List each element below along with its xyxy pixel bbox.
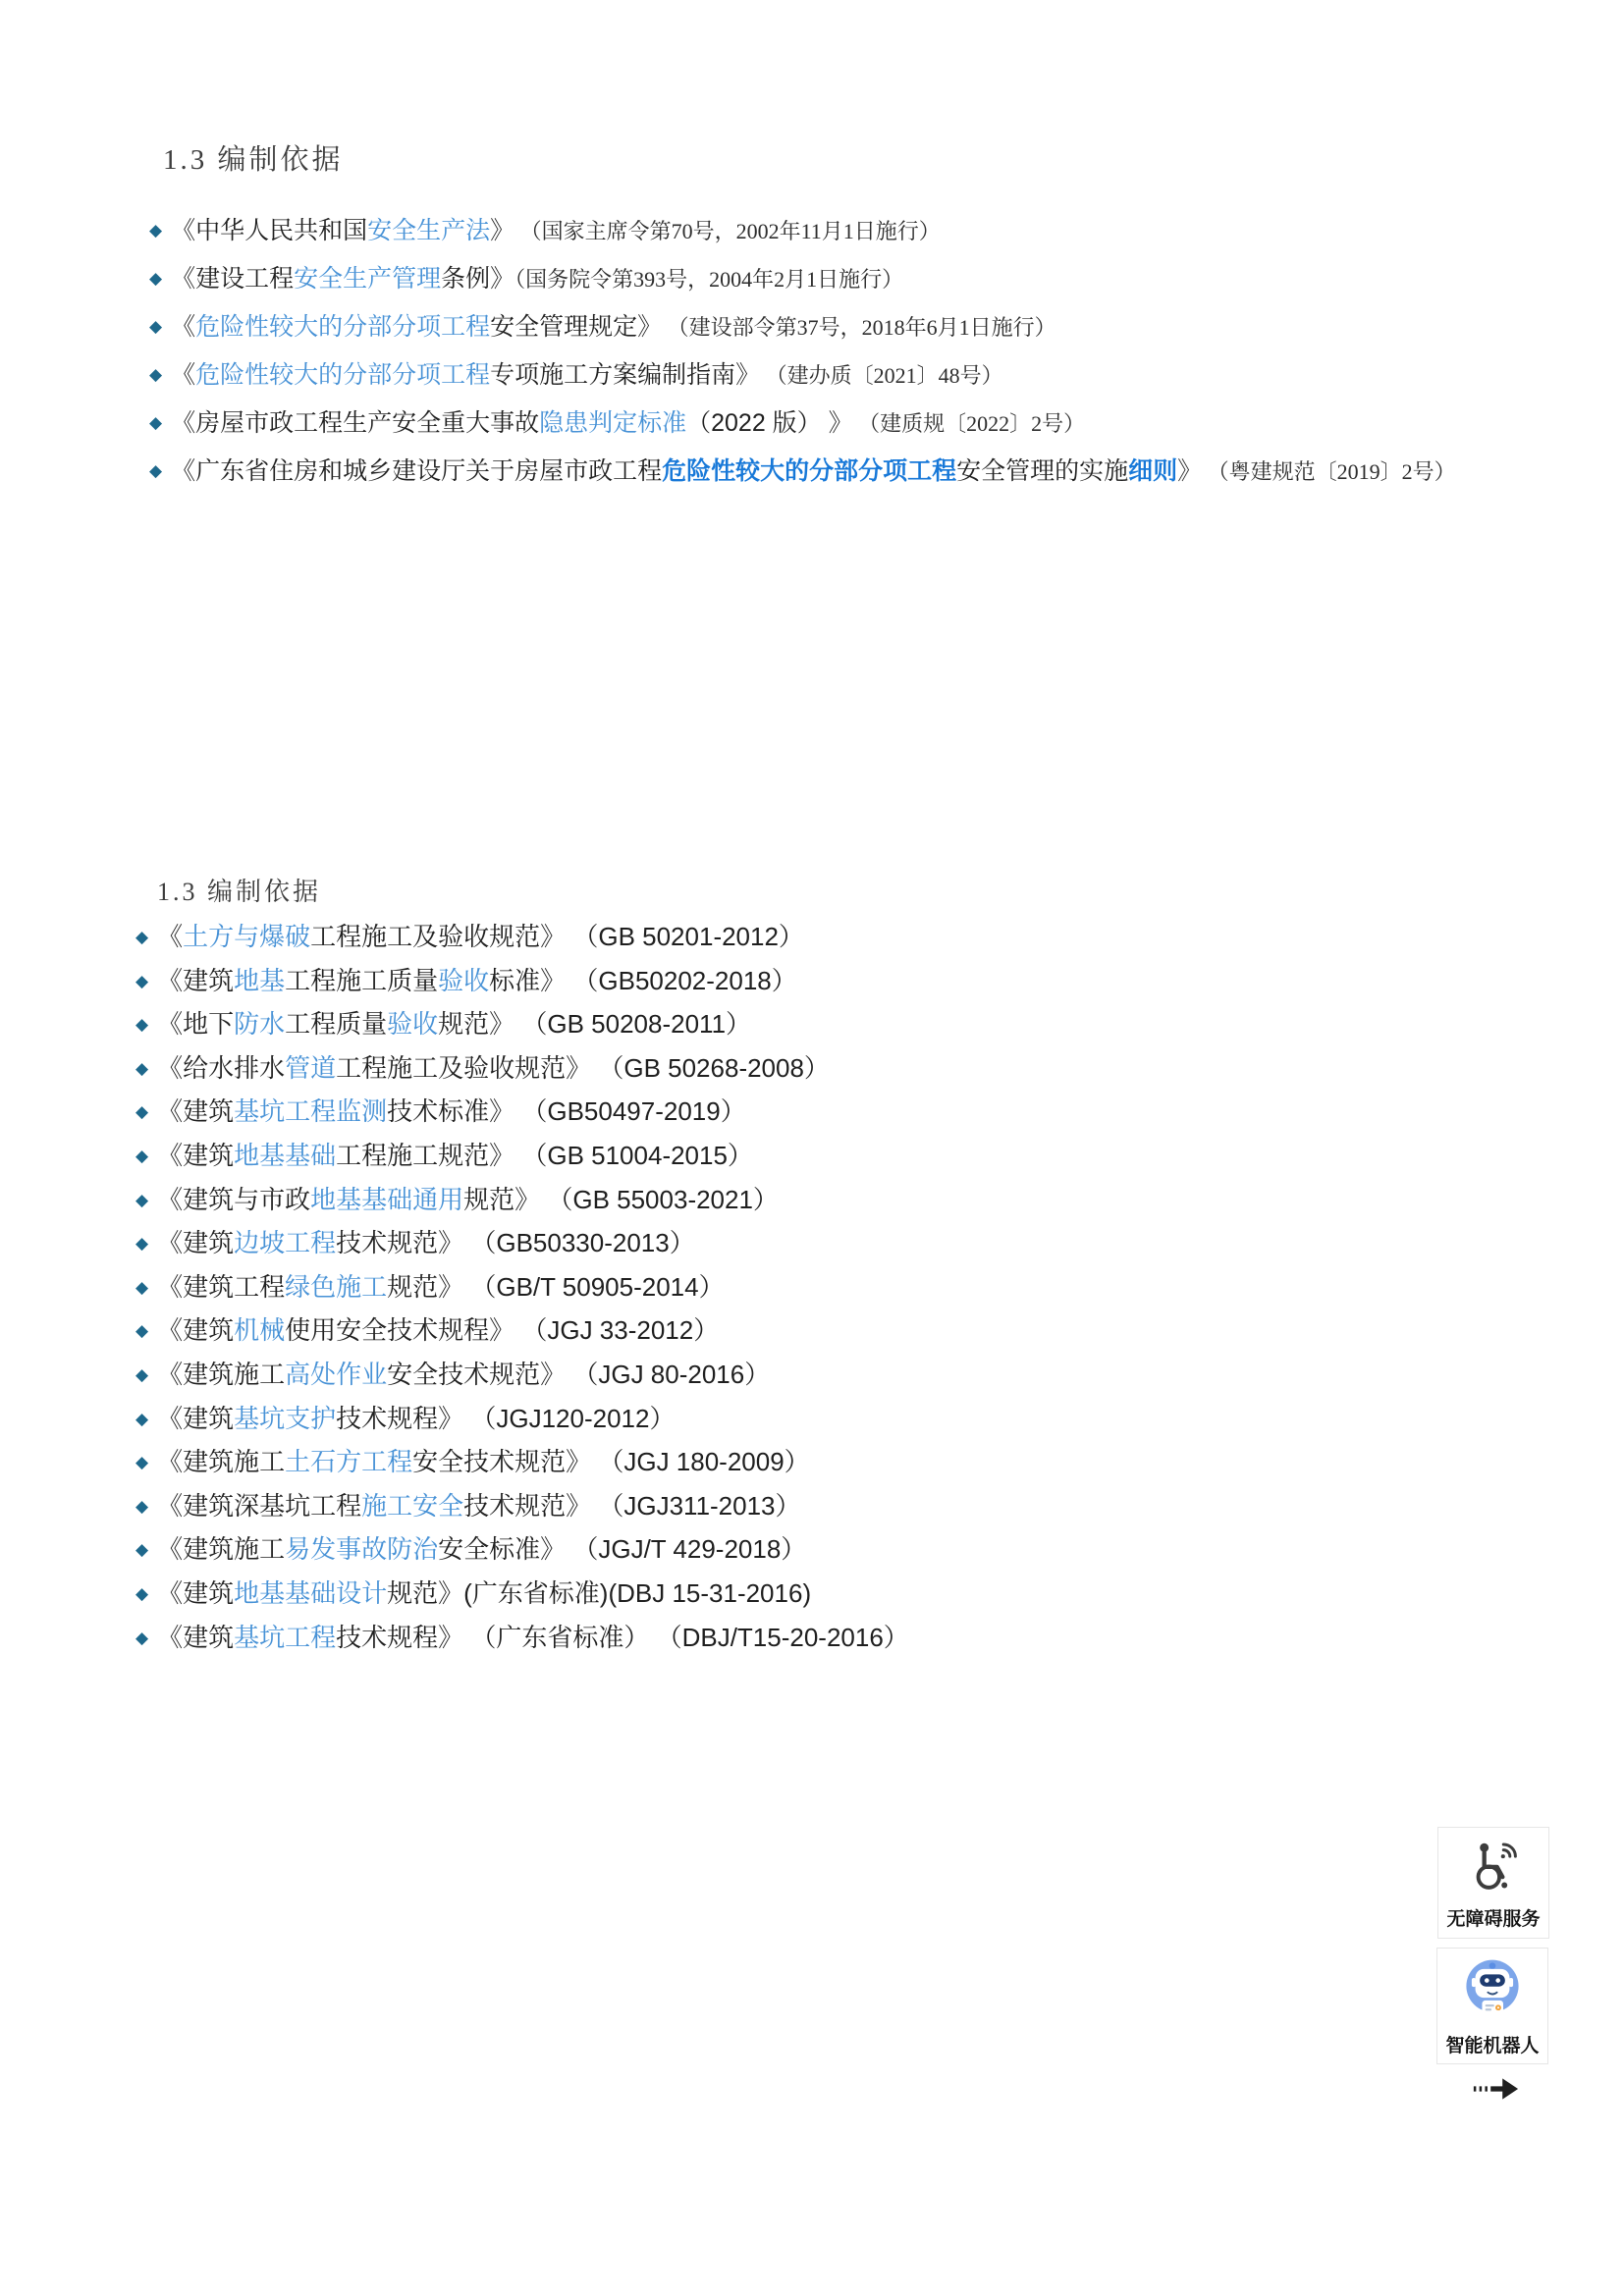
diamond-bullet-icon: ◆ xyxy=(149,269,163,289)
diamond-bullet-icon: ◆ xyxy=(135,1453,149,1473)
keyword-link[interactable]: 验收 xyxy=(387,1009,439,1040)
accessibility-service-label: 无障碍服务 xyxy=(1446,1909,1541,1930)
item-text: 安全管理规定》 xyxy=(490,313,663,341)
item-text: 《建筑施工 xyxy=(157,1359,286,1389)
item-text: 工程施工及验收规范》 xyxy=(336,1052,592,1083)
item-text: 《建筑 xyxy=(157,1622,235,1652)
item-reference: （JGJ 33-2012） xyxy=(514,1315,720,1346)
wheelchair-wifi-icon xyxy=(1465,1828,1522,1902)
item-text: 《给水排水 xyxy=(157,1052,286,1083)
item-text: （2022 版） 》 xyxy=(686,409,853,437)
item-text: 技术规程》 xyxy=(336,1622,464,1652)
item-reference: （GB50330-2013） xyxy=(463,1228,695,1258)
item-reference: （国家主席令第70号，2002年11月1日施行） xyxy=(514,219,941,243)
item-text: 《房屋市政工程生产安全重大事故 xyxy=(171,409,540,437)
item-text: 《建筑与市政 xyxy=(157,1184,311,1214)
diamond-bullet-icon: ◆ xyxy=(135,1234,149,1255)
item-reference: （JGJ 180-2009） xyxy=(591,1447,810,1477)
item-reference: （JGJ120-2012） xyxy=(463,1403,676,1433)
diamond-bullet-icon: ◆ xyxy=(135,1190,149,1210)
list-item xyxy=(135,1573,1569,1617)
list-item xyxy=(149,351,1492,400)
item-reference: （GB 51004-2015） xyxy=(514,1140,753,1170)
list-item xyxy=(135,1222,1569,1266)
keyword-link[interactable]: 安全生产法 xyxy=(367,217,491,244)
diamond-bullet-icon: ◆ xyxy=(135,1146,149,1166)
diamond-bullet-icon: ◆ xyxy=(135,1058,149,1079)
list-item xyxy=(135,960,1569,1004)
list-item xyxy=(135,1617,1569,1661)
list-item xyxy=(135,1003,1569,1047)
diamond-bullet-icon: ◆ xyxy=(135,928,149,947)
item-text: 《建筑 xyxy=(157,1403,235,1433)
item-text: 工程质量 xyxy=(285,1009,388,1040)
diamond-bullet-icon: ◆ xyxy=(149,317,163,337)
item-text: 规范》 xyxy=(387,1271,464,1302)
diamond-bullet-icon: ◆ xyxy=(135,1277,149,1298)
item-text: 《建筑工程 xyxy=(157,1271,286,1302)
item-text: 《建筑施工 xyxy=(157,1447,286,1477)
item-text: 《建筑 xyxy=(157,965,235,995)
section-title: 1.3 编制依据 xyxy=(163,144,344,176)
keyword-link[interactable]: 基坑工程 xyxy=(234,1622,337,1652)
item-text: 安全技术规范》 xyxy=(387,1359,567,1389)
item-text: 工程施工质量 xyxy=(285,965,439,995)
section-title: 1.3 编制依据 xyxy=(157,878,322,906)
item-text: 安全标准》 xyxy=(438,1534,567,1565)
smart-robot-label: 智能机器人 xyxy=(1445,2036,1540,2056)
keyword-link[interactable]: 防水 xyxy=(234,1009,286,1040)
diamond-bullet-icon: ◆ xyxy=(135,1409,149,1429)
item-reference: （GB50497-2019） xyxy=(514,1096,746,1127)
item-text: 规范》 xyxy=(387,1577,464,1608)
list-item xyxy=(135,1354,1569,1398)
robot-icon xyxy=(1460,1949,1525,2029)
keyword-link[interactable]: 地基基础设计 xyxy=(234,1577,388,1608)
item-text: 标准》 xyxy=(489,965,567,995)
list-item xyxy=(149,303,1492,351)
keyword-link[interactable]: 绿色施工 xyxy=(285,1271,388,1302)
item-text: 条例》 xyxy=(441,265,515,293)
diamond-bullet-icon: ◆ xyxy=(135,971,149,991)
keyword-link[interactable]: 危险性较大的分部分项工程 xyxy=(195,313,491,341)
item-text: 安全管理的实施 xyxy=(956,457,1129,485)
keyword-link[interactable]: 土方与爆破 xyxy=(183,922,311,951)
basis-section-2 xyxy=(135,872,1569,1660)
list-item xyxy=(149,448,1492,496)
item-text: 专项施工方案编制指南》 xyxy=(490,361,761,389)
dashed-right-arrow-icon xyxy=(1471,2076,1520,2105)
list-item xyxy=(135,916,1569,960)
item-text: 《 xyxy=(157,922,184,951)
item-reference: （广东省标准） （DBJ/T15-20-2016） xyxy=(463,1622,909,1652)
list-item xyxy=(135,1441,1569,1485)
item-text: 《建筑 xyxy=(157,1140,235,1170)
item-text: 《建筑 xyxy=(157,1228,235,1258)
item-text: 工程施工及验收规范》 xyxy=(310,922,567,951)
item-reference: （JGJ311-2013） xyxy=(591,1490,801,1521)
item-text: 技术规程》 xyxy=(336,1403,464,1433)
item-text: 规范》 xyxy=(463,1184,541,1214)
diamond-bullet-icon: ◆ xyxy=(149,461,163,481)
item-text: 《广东省住房和城乡建设厅关于房屋市政工程 xyxy=(171,457,663,485)
item-text: 《建筑 xyxy=(157,1096,235,1127)
diamond-bullet-icon: ◆ xyxy=(149,221,163,240)
item-text: 规范》 xyxy=(438,1009,515,1040)
list-item xyxy=(149,400,1492,448)
regulation-list xyxy=(149,207,1492,496)
list-item xyxy=(135,1398,1569,1442)
diamond-bullet-icon: ◆ xyxy=(135,1364,149,1385)
item-reference: （GB 50208-2011） xyxy=(514,1009,752,1040)
list-item xyxy=(135,1528,1569,1573)
diamond-bullet-icon: ◆ xyxy=(149,365,163,385)
keyword-link[interactable]: 危险性较大的分部分项工程 xyxy=(662,457,957,485)
list-item xyxy=(149,255,1492,303)
diamond-bullet-icon: ◆ xyxy=(149,413,163,433)
item-text: 技术规范》 xyxy=(463,1490,592,1521)
basis-section-1 xyxy=(149,137,1492,496)
diamond-bullet-icon: ◆ xyxy=(135,1321,149,1342)
item-reference: （建质规〔2022〕2号） xyxy=(852,411,1086,436)
item-text: 技术标准》 xyxy=(387,1096,515,1127)
diamond-bullet-icon: ◆ xyxy=(135,1540,149,1561)
standard-list xyxy=(135,916,1569,1660)
item-text: 《建筑 xyxy=(157,1577,235,1608)
keyword-link[interactable]: 高处作业 xyxy=(285,1359,388,1389)
item-text: 《中华人民共和国 xyxy=(171,217,368,244)
keyword-link[interactable]: 管道 xyxy=(285,1052,337,1083)
list-item xyxy=(135,1179,1569,1223)
keyword-link[interactable]: 易发事故防治 xyxy=(285,1534,439,1565)
keyword-link[interactable]: 验收 xyxy=(438,965,490,995)
item-text: 技术规范》 xyxy=(336,1228,464,1258)
diamond-bullet-icon: ◆ xyxy=(135,1496,149,1517)
item-text: 安全技术规范》 xyxy=(412,1447,592,1477)
item-text: 《建筑施工 xyxy=(157,1534,286,1565)
keyword-link[interactable]: 地基 xyxy=(234,965,286,995)
item-reference: （GB/T 50905-2014） xyxy=(463,1271,725,1302)
expand-widgets-arrow-button[interactable] xyxy=(1467,2071,1524,2109)
list-item xyxy=(135,1091,1569,1135)
item-text: 《建筑深基坑工程 xyxy=(157,1490,362,1521)
diamond-bullet-icon: ◆ xyxy=(135,1102,149,1123)
accessibility-service-button[interactable] xyxy=(1437,1827,1549,1939)
keyword-link[interactable]: 基坑支护 xyxy=(234,1403,337,1433)
item-reference: （国务院令第393号，2004年2月1日施行） xyxy=(514,267,904,292)
item-text: 《建设工程 xyxy=(171,265,295,293)
keyword-link[interactable]: 施工安全 xyxy=(361,1490,464,1521)
item-text: 工程施工规范》 xyxy=(336,1140,515,1170)
item-reference: （GB 50201-2012） xyxy=(566,922,804,951)
keyword-link[interactable]: 细则 xyxy=(1128,457,1178,485)
item-text: 》 xyxy=(490,217,515,244)
keyword-link[interactable]: 边坡工程 xyxy=(234,1228,337,1258)
list-item xyxy=(149,207,1492,255)
smart-robot-button[interactable] xyxy=(1436,1948,1548,2064)
item-reference: （建办质〔2021〕48号） xyxy=(760,363,1003,388)
keyword-link[interactable]: 隐患判定标准 xyxy=(539,409,687,437)
item-text: 》 xyxy=(1177,457,1203,485)
item-reference: （GB 50268-2008） xyxy=(591,1052,830,1083)
item-text: 《地下 xyxy=(157,1009,235,1040)
item-text: 《 xyxy=(171,361,196,389)
keyword-link[interactable]: 机械 xyxy=(234,1315,286,1346)
item-reference: （JGJ 80-2016） xyxy=(566,1359,771,1389)
diamond-bullet-icon: ◆ xyxy=(135,1015,149,1036)
keyword-link[interactable]: 地基基础 xyxy=(234,1140,337,1170)
list-item xyxy=(135,1485,1569,1529)
diamond-bullet-icon: ◆ xyxy=(135,1583,149,1604)
item-text: 《建筑 xyxy=(157,1315,235,1346)
item-reference: （GB 55003-2021） xyxy=(540,1184,779,1214)
item-text: 使用安全技术规程》 xyxy=(285,1315,515,1346)
list-item xyxy=(135,1135,1569,1179)
item-reference: （建设部令第37号，2018年6月1日施行） xyxy=(662,315,1056,340)
list-item xyxy=(135,1266,1569,1310)
keyword-link[interactable]: 地基基础通用 xyxy=(310,1184,464,1214)
keyword-link[interactable]: 安全生产管理 xyxy=(294,265,442,293)
keyword-link[interactable]: 土石方工程 xyxy=(285,1447,413,1477)
item-reference: （粤建规范〔2019〕2号） xyxy=(1202,459,1456,484)
item-text: 《 xyxy=(171,313,196,341)
diamond-bullet-icon: ◆ xyxy=(135,1628,149,1648)
item-reference: （JGJ/T 429-2018） xyxy=(566,1534,807,1565)
keyword-link[interactable]: 危险性较大的分部分项工程 xyxy=(195,361,491,389)
item-reference: （GB50202-2018） xyxy=(566,965,797,995)
list-item xyxy=(135,1047,1569,1092)
list-item xyxy=(135,1309,1569,1354)
keyword-link[interactable]: 基坑工程监测 xyxy=(234,1096,388,1127)
item-reference: (广东省标准)(DBJ 15-31-2016) xyxy=(463,1577,812,1608)
